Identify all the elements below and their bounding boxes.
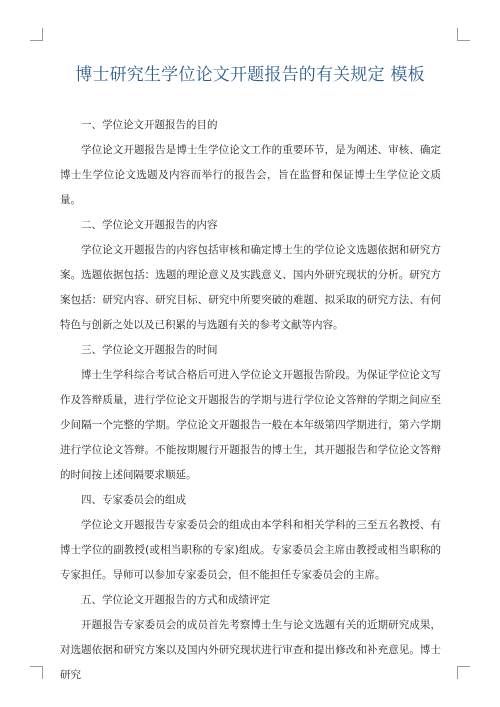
document-title: 博士研究生学位论文开题报告的有关规定 模板 xyxy=(75,65,425,85)
crop-mark-bottom-right xyxy=(457,666,470,679)
crop-mark-top-left xyxy=(30,28,43,41)
section-paragraph-method: 开题报告专家委员会的成员首先考察博士生与论文选题有关的近期研究成果，对选题依据和研究方案以及国内外研究现状进行审查和提出修改和补充意见。博士研究 xyxy=(60,619,441,681)
crop-mark-top-right xyxy=(457,28,470,41)
section-heading-content: 二、学位论文开题报告的内容 xyxy=(81,219,218,231)
section-paragraph-time: 博士生学科综合考试合格后可进入学位论文开题报告阶段。为保证学位论文写作及答辩质量，进行学位论文开题报告的学期与进行学位论文答辩的学期之间应至少间隔一个完整的学期。学位论文开题报告一般在本年级第四学期进行，第六学期进行学位论文答辩。不能按期履行开题报告的博士生，其开题报告和学位论文答辩的时间按上述间隔要求顺延。 xyxy=(60,369,441,481)
section-paragraph-committee: 学位论文开题报告专家委员会的组成由本学科和相关学科的三至五名教授、有博士学位的副教授(或相当职称的专家)组成。专家委员会主席由教授或相当职称的专家担任。导师可以参加专家委员会，但不能担任专家委员会的主席。 xyxy=(60,519,441,581)
section-heading-time: 三、学位论文开题报告的时间 xyxy=(81,344,218,356)
section-heading-method: 五、学位论文开题报告的方式和成绩评定 xyxy=(81,594,270,606)
section-heading-committee: 四、专家委员会的组成 xyxy=(81,494,186,506)
section-heading-purpose: 一、学位论文开题报告的目的 xyxy=(81,119,218,131)
crop-mark-bottom-left xyxy=(30,666,43,679)
section-paragraph-purpose: 学位论文开题报告是博士生学位论文工作的重要环节，是为阐述、审核、确定博士生学位论文选题及内容而举行的报告会，旨在监督和保证博士生学位论文质量。 xyxy=(60,144,441,206)
document-body xyxy=(60,113,441,688)
section-paragraph-content: 学位论文开题报告的内容包括审核和确定博士生的学位论文选题依据和研究方案。选题依据包括：选题的理论意义及实践意义、国内外研究现状的分析。研究方案包括：研究内容、研究目标、研究中所要突破的难题、拟采取的研究方法、有何特色与创新之处以及已积累的与选题有关的参考文献等内容。 xyxy=(60,244,441,331)
